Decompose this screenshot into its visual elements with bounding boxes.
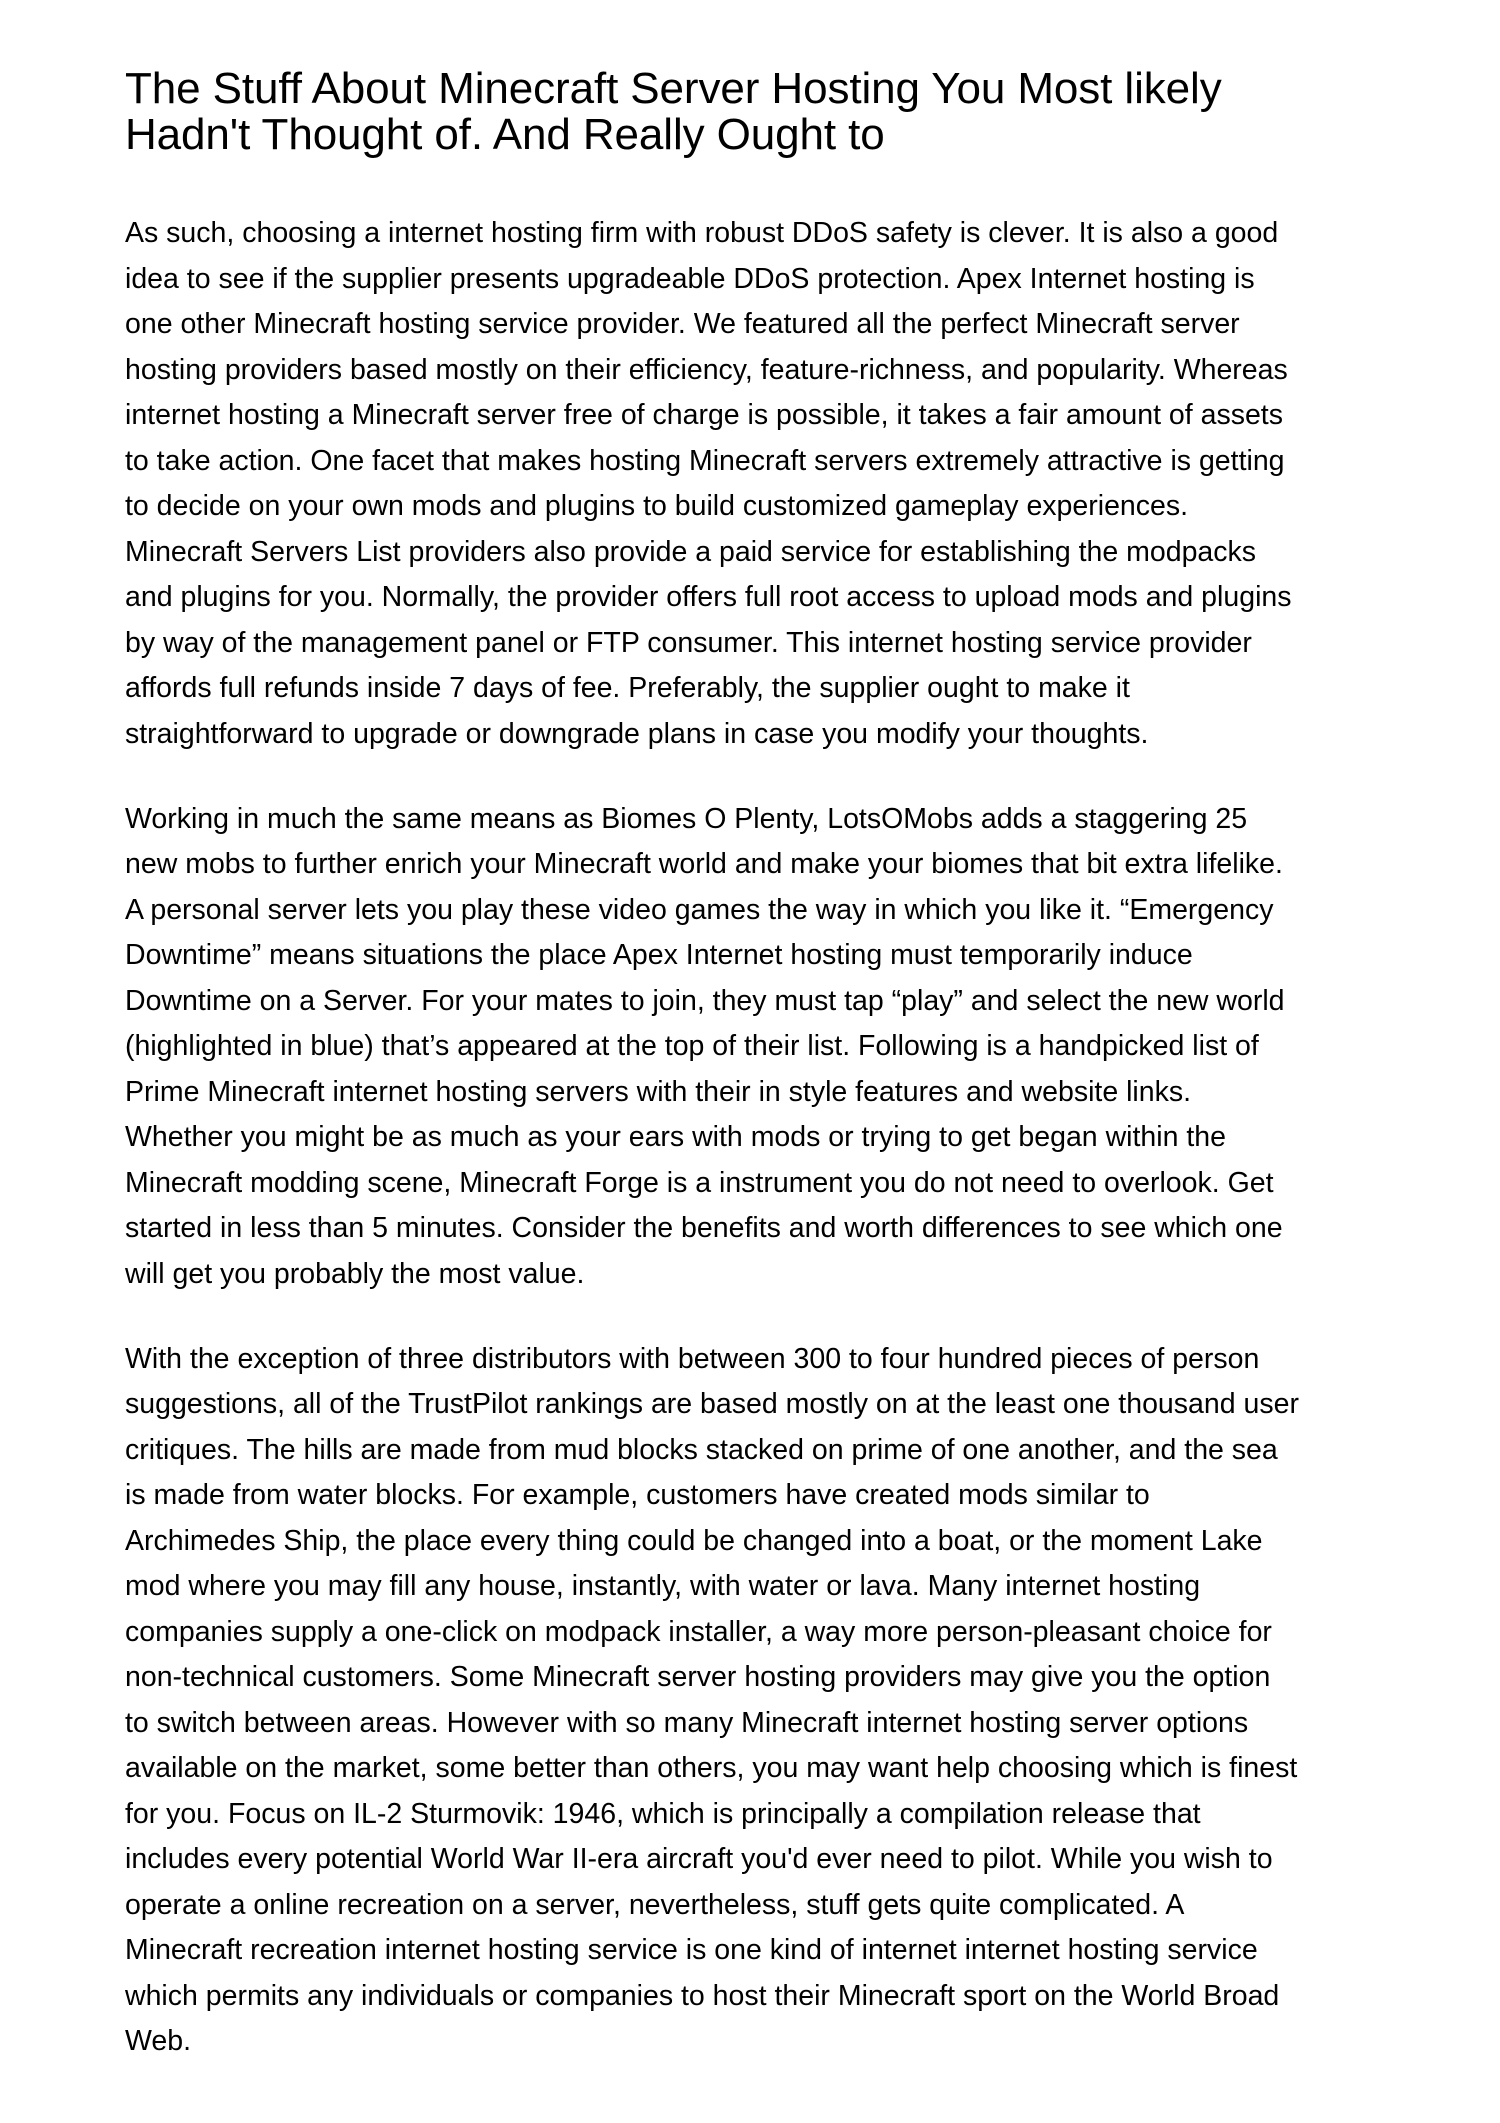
text-line: A personal server lets you play these video games the way in which you like it. “Emergency xyxy=(125,893,1274,926)
text-line: Web. xyxy=(125,2025,192,2057)
text-line: Minecraft recreation internet hosting service is one kind of internet internet hosting service xyxy=(125,1934,1258,1966)
text-line: suggestions, all of the TrustPilot rankings are based mostly on at the least one thousand user xyxy=(125,1388,1299,1420)
text-line: one other Minecraft hosting service provider. We featured all the perfect Minecraft server xyxy=(125,308,1240,340)
text-line: straightforward to upgrade or downgrade plans in case you modify your thoughts. xyxy=(125,717,1149,750)
text-line: Whether you might be as much as your ears with mods or trying to get began within the xyxy=(125,1121,1226,1153)
text-line: and plugins for you. Normally, the provider offers full root access to upload mods and plugins xyxy=(125,581,1292,613)
title-line: The Stuff About Minecraft Server Hosting You Most likely xyxy=(125,64,1222,113)
text-line: Working in much the same means as Biomes O Plenty, LotsOMobs adds a staggering 25 xyxy=(125,802,1248,835)
paragraph-2 xyxy=(125,797,1425,1298)
text-line: includes every potential World War II-era aircraft you'd ever need to pilot. While you wish to xyxy=(125,1843,1273,1875)
text-line: Minecraft Servers List providers also provide a paid service for establishing the modpacks xyxy=(125,535,1257,568)
text-line: internet hosting a Minecraft server free of charge is possible, it takes a fair amount of assets xyxy=(125,399,1283,431)
text-line: (highlighted in blue) that’s appeared at the top of their list. Following is a handpicked list of xyxy=(125,1030,1259,1062)
text-line: new mobs to further enrich your Minecraft world and make your biomes that bit extra lifelike. xyxy=(125,848,1283,880)
text-line: to decide on your own mods and plugins to build customized gameplay experiences. xyxy=(125,490,1189,522)
text-line: operate a online recreation on a server, nevertheless, stuff gets quite complicated. A xyxy=(125,1888,1185,1921)
text-line: available on the market, some better than others, you may want help choosing which is finest xyxy=(125,1752,1298,1784)
text-line: Downtime” means situations the place Apex Internet hosting must temporarily induce xyxy=(125,939,1193,971)
text-line: is made from water blocks. For example, customers have created mods similar to xyxy=(125,1479,1150,1511)
text-line: by way of the management panel or FTP consumer. This internet hosting service provider xyxy=(125,626,1252,659)
text-line: Minecraft modding scene, Minecraft Forge is a instrument you do not need to overlook. Get xyxy=(125,1166,1274,1199)
text-line: for you. Focus on IL-2 Sturmovik: 1946, which is principally a compilation release that xyxy=(125,1797,1201,1830)
text-line: Archimedes Ship, the place every thing could be changed into a boat, or the moment Lake xyxy=(125,1524,1263,1557)
text-line: Prime Minecraft internet hosting servers with their in style features and website links. xyxy=(125,1075,1192,1108)
text-line: to take action. One facet that makes hosting Minecraft servers extremely attractive is getting xyxy=(125,444,1285,477)
title-line: Hadn't Thought of. And Really Ought to xyxy=(125,110,885,159)
text-line: With the exception of three distributors with between 300 to four hundred pieces of person xyxy=(125,1342,1260,1375)
text-line: companies supply a one-click on modpack installer, a way more person-pleasant choice for xyxy=(125,1615,1272,1648)
document-body xyxy=(125,211,1425,2104)
text-line: hosting providers based mostly on their efficiency, feature-richness, and popularity. Whereas xyxy=(125,353,1288,386)
text-line: As such, choosing a internet hosting firm with robust DDoS safety is clever. It is also a good xyxy=(125,217,1279,249)
text-line: critiques. The hills are made from mud blocks stacked on prime of one another, and the sea xyxy=(125,1433,1278,1466)
paragraph-3 xyxy=(125,1337,1425,2065)
text-line: which permits any individuals or companies to host their Minecraft sport on the World Broad xyxy=(125,1979,1280,2012)
document-title xyxy=(125,66,1222,158)
text-line: non-technical customers. Some Minecraft server hosting providers may give you the option xyxy=(125,1661,1271,1693)
text-line: will get you probably the most value. xyxy=(125,1257,585,1290)
text-line: Downtime on a Server. For your mates to join, they must tap “play” and select the new world xyxy=(125,984,1285,1017)
text-line: affords full refunds inside 7 days of fee. Preferably, the supplier ought to make it xyxy=(125,672,1130,704)
paragraph-1 xyxy=(125,211,1425,757)
text-line: mod where you may fill any house, instantly, with water or lava. Many internet hosting xyxy=(125,1570,1201,1602)
text-line: idea to see if the supplier presents upgradeable DDoS protection. Apex Internet hosting is xyxy=(125,262,1255,295)
text-line: started in less than 5 minutes. Consider the benefits and worth differences to see which one xyxy=(125,1212,1283,1244)
text-line: to switch between areas. However with so many Minecraft internet hosting server options xyxy=(125,1706,1249,1739)
